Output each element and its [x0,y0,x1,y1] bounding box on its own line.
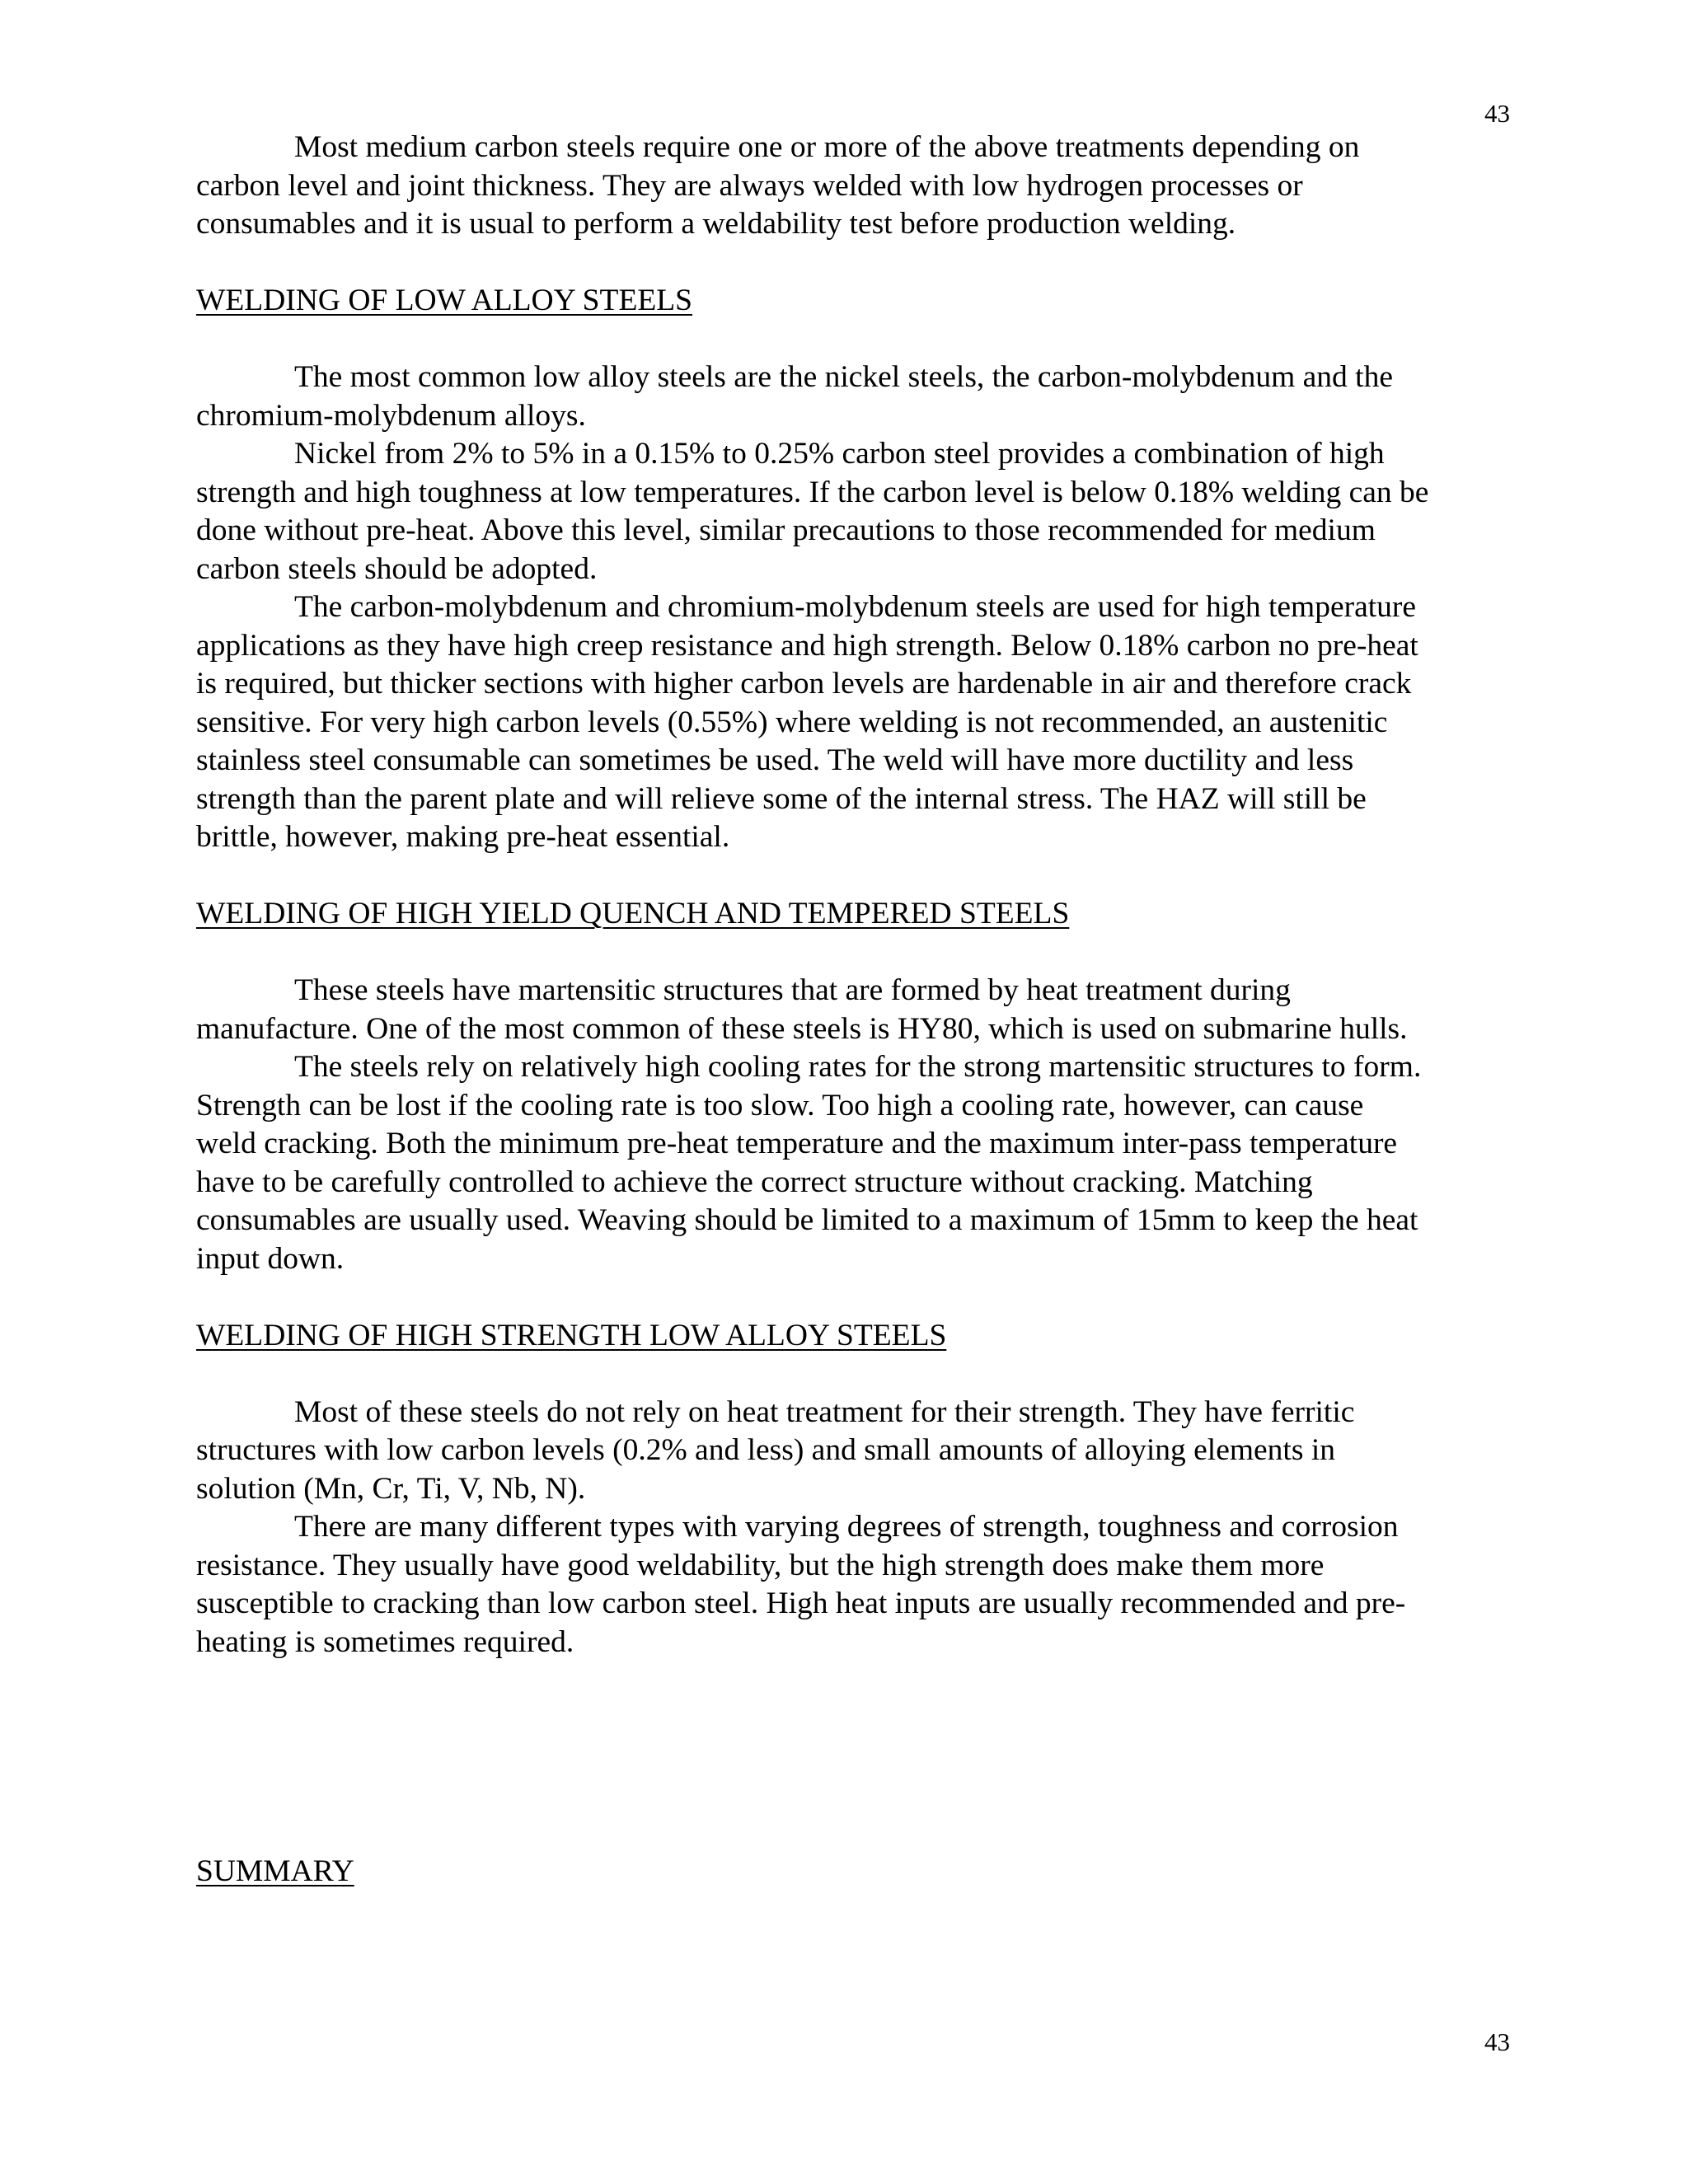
low-alloy-paragraph-3: The carbon-molybdenum and chromium-molybdenum steels are used for high temperature applications as they have high creep resistance and high strength. Below 0.18% carbon no pre-heat is required, but thicker sections with higher carbon levels are hardenable in air and therefore crack sensitive. For very high carbon levels (0.55%) where welding is not recommended, an austenitic stainless steel consumable can sometimes be used. The weld will have more ductility and less strength than the parent plate and will relieve some of the internal stress. The HAZ will still be brittle, however, making pre-heat essential. [196,590,1418,854]
hsla-paragraph-2: There are many different types with varying degrees of strength, toughness and corrosion resistance. They usually have good weldability, but the high strength does make them more susceptible to cracking than low carbon steel. High heat inputs are usually recommended and pre- heating is sometimes required. [196,1510,1406,1659]
section-heading-summary: SUMMARY [196,1854,354,1888]
section-heading-hsla: WELDING OF HIGH STRENGTH LOW ALLOY STEELS [196,1318,947,1352]
low-alloy-paragraph-1: The most common low alloy steels are the nickel steels, the carbon-molybdenum and the chromium-molybdenum alloys. [196,360,1393,433]
section-heading-low-alloy: WELDING OF LOW ALLOY STEELS [196,284,693,317]
quench-tempered-paragraph-1: These steels have martensitic structures that are formed by heat treatment during manufacture. One of the most common of these steels is HY80, which is used on submarine hulls. [196,973,1408,1046]
page-number-top: 43 [1484,99,1510,128]
section-heading-quench-tempered: WELDING OF HIGH YIELD QUENCH AND TEMPERED STEELS [196,897,1070,930]
document-body [196,129,1515,1891]
page-number-bottom: 43 [1484,2027,1510,2056]
low-alloy-paragraph-2: Nickel from 2% to 5% in a 0.15% to 0.25% carbon steel provides a combination of high strength and high toughness at low temperatures. If the carbon level is below 0.18% welding can be done without pre-heat. Above this level, similar precautions to those recommended for medium carbon steels should be adopted. [196,437,1429,586]
intro-paragraph: Most medium carbon steels require one or more of the above treatments depending on carbon level and joint thickness. They are always welded with low hydrogen processes or consumables and it is usual to perform a weldability test before production welding. [196,130,1360,241]
quench-tempered-paragraph-2: The steels rely on relatively high cooling rates for the strong martensitic structures to form. Strength can be lost if the cooling rate is too slow. Too high a cooling rate, however, can cause weld cracking. Both the minimum pre-heat temperature and the maximum inter-pass temperature have to be carefully controlled to achieve the correct structure without cracking. Matching consumables are usually used. Weaving should be limited to a maximum of 15mm to keep the heat input down. [196,1050,1422,1276]
hsla-paragraph-1: Most of these steels do not rely on heat treatment for their strength. They have ferritic structures with low carbon levels (0.2% and less) and small amounts of alloying elements in solution (Mn, Cr, Ti, V, Nb, N). [196,1394,1355,1506]
